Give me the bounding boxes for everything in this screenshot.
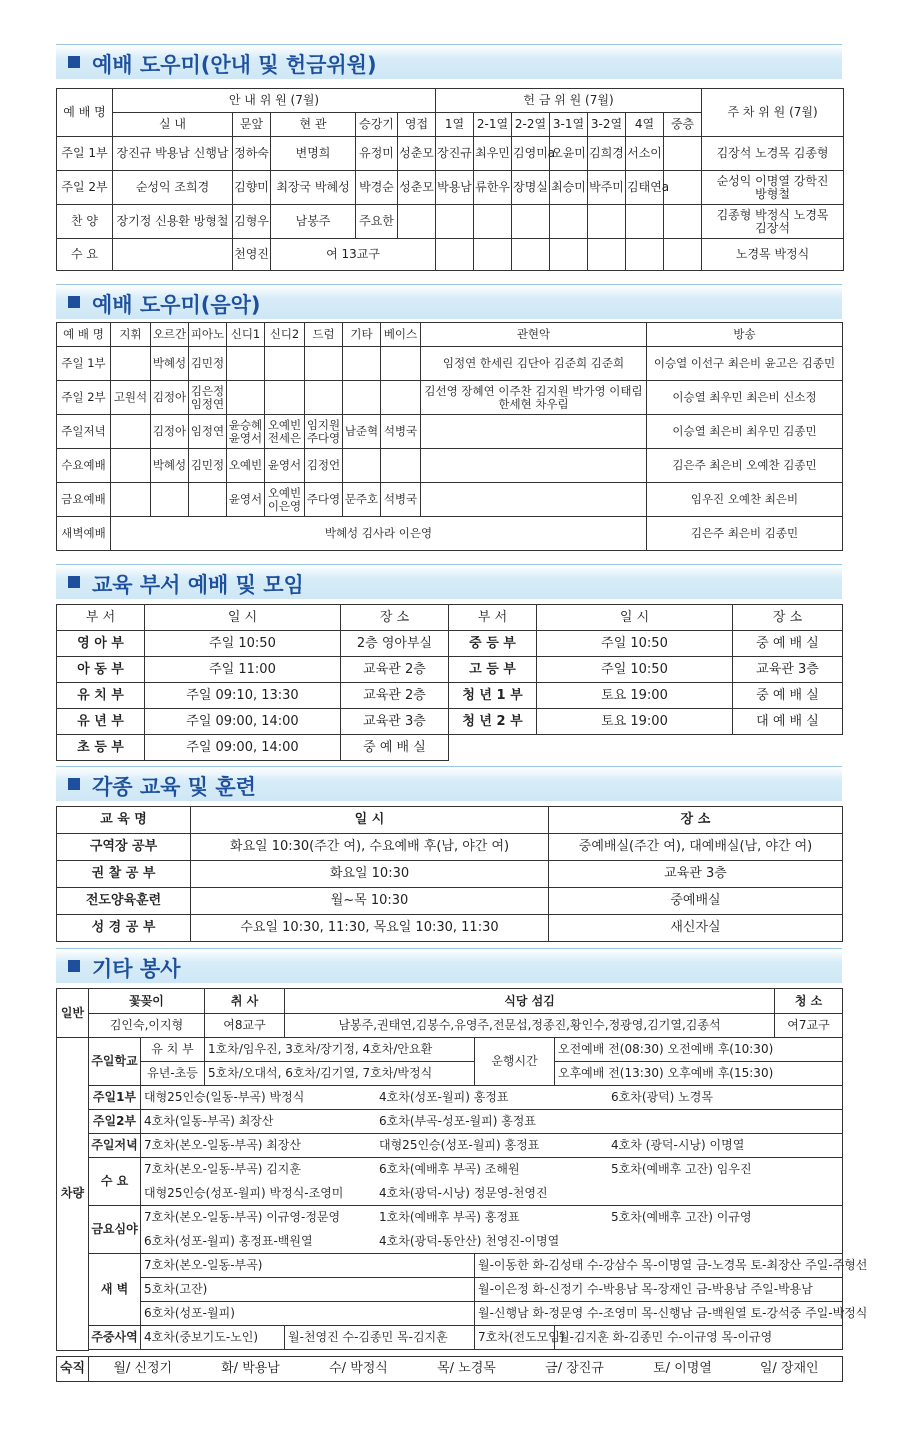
cell: 교육관 2층 <box>341 683 449 709</box>
table-row <box>57 347 843 381</box>
cell <box>343 449 381 483</box>
group-offering: 헌 금 위 원 (7월) <box>436 89 702 113</box>
cell: 남봉주 <box>271 205 356 239</box>
cell <box>664 137 702 171</box>
route: 대형25인승(성포-월피) 박정식-조영미 <box>144 1185 344 1200</box>
cell: 2층 영아부실 <box>341 631 449 657</box>
broadcast-cell: 이승열 최은비 최우민 김종민 <box>647 415 843 449</box>
cell <box>626 239 664 271</box>
cell: 최승미 <box>550 171 588 205</box>
cell <box>265 381 305 415</box>
cell <box>227 381 265 415</box>
parking-cell: 김장석 노경목 김종형 <box>702 137 844 171</box>
table-row <box>57 709 843 735</box>
column-header: 취 사 <box>205 989 285 1014</box>
cell: 주일 10:50 <box>537 657 733 683</box>
column-header: 지휘 <box>111 323 151 347</box>
car: 7호차(본오-일동-부곡) <box>141 1254 475 1278</box>
cell: 김은정 임정연 <box>189 381 227 415</box>
sub-header: 2-2열 <box>512 113 550 137</box>
column-header: 베이스 <box>381 323 421 347</box>
dept-name: 초 등 부 <box>57 735 145 761</box>
col-service: 예 배 명 <box>57 89 113 137</box>
car: 4호차(중보기도-노인) <box>141 1326 285 1350</box>
cell <box>474 239 512 271</box>
cell <box>664 205 702 239</box>
cell: 김영미a <box>512 137 550 171</box>
table-row <box>57 915 843 942</box>
column-header: 교 육 명 <box>57 807 191 834</box>
cell: 중예배실(주간 여), 대예배실(남, 야간 여) <box>549 834 843 861</box>
section-title: 예배 도우미(음악) <box>92 293 261 317</box>
cell: 박경순 <box>356 171 398 205</box>
other-service-table <box>56 988 868 1351</box>
table-row <box>57 483 843 517</box>
days: 월-천영진 수-김종민 목-김지훈 <box>285 1326 475 1350</box>
row-label: 주일 2부 <box>57 171 113 205</box>
cell: 주일 09:10, 13:30 <box>145 683 341 709</box>
op-label: 운행시간 <box>475 1038 555 1086</box>
cell: 오예빈 전세은 <box>265 415 305 449</box>
cell <box>343 381 381 415</box>
column-header: 신디1 <box>227 323 265 347</box>
column-header: 관현악 <box>421 323 647 347</box>
table-row <box>57 137 844 171</box>
cell: 토요 19:00 <box>537 709 733 735</box>
route-row <box>141 1110 843 1134</box>
cell: 김정아 <box>151 415 189 449</box>
column-header: 기타 <box>343 323 381 347</box>
cell: 윤영서 <box>227 483 265 517</box>
route: 4호차 (광덕-시낭) 이명열 <box>611 1138 745 1152</box>
duty-day: 일/ 장재인 <box>737 1357 843 1382</box>
column-header: 청 소 <box>775 989 843 1014</box>
column-header: 장 소 <box>549 807 843 834</box>
row-label: 주일학교 <box>89 1038 141 1086</box>
cell <box>588 239 626 271</box>
cell: 오예빈 <box>227 449 265 483</box>
sub-header: 승강기 <box>356 113 398 137</box>
row-label: 금요예배 <box>57 483 111 517</box>
cell: 주요한 <box>356 205 398 239</box>
row-label: 주일1부 <box>89 1086 141 1110</box>
sub-header: 현 관 <box>271 113 356 137</box>
dept-name: 아 동 부 <box>57 657 145 683</box>
row-label: 수 요 <box>57 239 113 271</box>
cell: 김향미 <box>233 171 271 205</box>
cell <box>111 415 151 449</box>
column-header: 식당 섬김 <box>285 989 775 1014</box>
sub-header: 실 내 <box>113 113 233 137</box>
row-label: 주중사역 <box>89 1326 141 1350</box>
car: 6호차(성포-월피) <box>141 1302 475 1326</box>
cell: 성춘모 <box>398 171 436 205</box>
cell: 김태연a <box>626 171 664 205</box>
table-row <box>57 631 843 657</box>
route: 4호차(광덕-동안산) 천영진-이명열 <box>379 1233 560 1248</box>
cell: 오예빈 이은영 <box>265 483 305 517</box>
cell: 최우민 <box>474 137 512 171</box>
cell: 여7교구 <box>775 1014 843 1038</box>
cell <box>227 347 265 381</box>
sub-header: 3-1열 <box>550 113 588 137</box>
dept-name: 청 년 2 부 <box>449 709 537 735</box>
cell <box>111 449 151 483</box>
table-row <box>57 239 844 271</box>
cell: 박주미 <box>588 171 626 205</box>
training-name: 권 찰 공 부 <box>57 861 191 888</box>
row-label: 새벽예배 <box>57 517 111 551</box>
route: 1호차(예배후 부곡) 홍정표 <box>379 1210 520 1224</box>
route: 7호차(본오-일동-부곡) 최장산 <box>144 1138 301 1152</box>
group-parking: 주 차 위 원 (7월) <box>702 89 844 137</box>
section-header-training <box>56 766 842 801</box>
cell: 박혜성 <box>151 347 189 381</box>
cell: 석병국 <box>381 415 421 449</box>
section-title: 각종 교육 및 훈련 <box>92 775 256 799</box>
cell: 박용남 <box>436 171 474 205</box>
section-header-music-helpers <box>56 284 842 319</box>
cell <box>189 483 227 517</box>
dawn-musicians: 박혜성 김사라 이은영 <box>111 517 647 551</box>
table-row <box>57 171 844 205</box>
cell <box>398 205 436 239</box>
sub-header: 문앞 <box>233 113 271 137</box>
table-row <box>57 517 843 551</box>
cell: 석병국 <box>381 483 421 517</box>
cell: 오후예배 전(13:30) 오후예배 후(15:30) <box>555 1062 843 1086</box>
table-row <box>57 205 844 239</box>
column-header: 드럼 <box>305 323 343 347</box>
cell <box>305 347 343 381</box>
square-bullet-icon <box>68 296 80 308</box>
row-label: 주일저녁 <box>89 1134 141 1158</box>
cell: 주일 10:50 <box>537 631 733 657</box>
orchestra-cell <box>421 449 647 483</box>
row-label: 주일 1부 <box>57 347 111 381</box>
duty-day: 화/ 박용남 <box>197 1357 305 1382</box>
cell: 여 13교구 <box>271 239 436 271</box>
group-guide: 안 내 위 원 (7월) <box>113 89 436 113</box>
general-label: 일반 <box>57 989 89 1038</box>
route-row <box>141 1206 843 1230</box>
section-title: 예배 도우미(안내 및 헌금위원) <box>92 53 377 77</box>
cell: 월~목 10:30 <box>191 888 549 915</box>
column-header: 장 소 <box>341 605 449 631</box>
table-row <box>57 657 843 683</box>
broadcast-cell: 이승열 최우민 최은비 신소정 <box>647 381 843 415</box>
cell: 화요일 10:30(주간 여), 수요예배 후(남, 야간 여) <box>191 834 549 861</box>
square-bullet-icon <box>68 778 80 790</box>
cell <box>436 205 474 239</box>
cell: 1호차/임우진, 3호차/장기정, 4호차/안요환 <box>205 1038 475 1062</box>
route-row <box>141 1182 843 1206</box>
cell: 5호차/오대석, 6호차/김기열, 7호차/박정식 <box>205 1062 475 1086</box>
broadcast-cell: 임우진 오예찬 최은비 <box>647 483 843 517</box>
route: 4호차(일동-부곡) 최장산 <box>144 1114 274 1128</box>
cell: 김민정 <box>189 449 227 483</box>
square-bullet-icon <box>68 960 80 972</box>
cell: 김정언 <box>305 449 343 483</box>
cell <box>111 347 151 381</box>
section-title: 교육 부서 예배 및 모임 <box>92 573 304 597</box>
cell: 고원석 <box>111 381 151 415</box>
cell <box>111 483 151 517</box>
training-name: 성 경 공 부 <box>57 915 191 942</box>
cell <box>343 347 381 381</box>
cell: 천영진 <box>233 239 271 271</box>
cell: 정하숙 <box>233 137 271 171</box>
route: 5호차(예배후 고잔) 이규영 <box>611 1210 752 1224</box>
cell: 수요일 10:30, 11:30, 목요일 10:30, 11:30 <box>191 915 549 942</box>
table-row <box>57 683 843 709</box>
route-row <box>141 1158 843 1182</box>
cell <box>626 205 664 239</box>
section-header-worship-helpers <box>56 44 842 79</box>
row-label: 주일저녁 <box>57 415 111 449</box>
square-bullet-icon <box>68 576 80 588</box>
section-header-other-service <box>56 948 842 983</box>
dept-name: 영 아 부 <box>57 631 145 657</box>
cell: 토요 19:00 <box>537 683 733 709</box>
cell: 화요일 10:30 <box>191 861 549 888</box>
cell <box>550 205 588 239</box>
cell: 장진규 <box>436 137 474 171</box>
cell <box>664 239 702 271</box>
empty-area <box>449 735 843 761</box>
cell <box>381 381 421 415</box>
row-label: 숙직 <box>57 1357 89 1382</box>
orchestra-cell: 임정연 한세린 김단아 김준희 김준희 <box>421 347 647 381</box>
dept-name: 유 치 부 <box>57 683 145 709</box>
cell: 순성익 조희경 <box>113 171 233 205</box>
row-label: 주일 2부 <box>57 381 111 415</box>
cell: 교육관 2층 <box>341 657 449 683</box>
cell: 주일 11:00 <box>145 657 341 683</box>
orchestra-cell: 김선영 장혜연 이주찬 김지원 박가영 이태림 한세현 차우림 <box>421 381 647 415</box>
cell: 주다영 <box>305 483 343 517</box>
table-row <box>57 415 843 449</box>
route-row <box>141 1230 843 1254</box>
cell: 류한우 <box>474 171 512 205</box>
cell <box>474 205 512 239</box>
night-duty-table <box>56 1356 843 1382</box>
cell <box>265 347 305 381</box>
duty-day: 수/ 박정식 <box>305 1357 413 1382</box>
cell: 교육관 3층 <box>341 709 449 735</box>
route: 7호차(본오-일동-부곡) 김지훈 <box>144 1162 301 1176</box>
square-bullet-icon <box>68 56 80 68</box>
orchestra-cell <box>421 483 647 517</box>
route: 5호차(예배후 고잔) 임우진 <box>611 1162 752 1176</box>
row-label: 금요심야 <box>89 1206 141 1254</box>
cell: 중예배실 <box>549 888 843 915</box>
table-row <box>57 1357 843 1382</box>
table-row <box>57 834 843 861</box>
cell: 여8교구 <box>205 1014 285 1038</box>
row-label: 주일2부 <box>89 1110 141 1134</box>
cell <box>151 483 189 517</box>
route: 7호차(본오-일동-부곡) 이규영-정문영 <box>144 1210 341 1224</box>
column-header: 꽃꽂이 <box>89 989 205 1014</box>
row-label: 새 벽 <box>89 1254 141 1326</box>
cell: 임정연 <box>189 415 227 449</box>
days: 월-김지훈 화-김종민 수-이규영 목-이규영 <box>555 1326 843 1350</box>
days: 월-신행남 화-정문영 수-조영미 목-신행남 금-백원열 토-강석중 주일-박정식 <box>475 1302 843 1326</box>
cell: 유정미 <box>356 137 398 171</box>
cell <box>113 239 233 271</box>
route: 4호차(성포-월피) 홍정표 <box>379 1090 509 1104</box>
sub-header: 중층 <box>664 113 702 137</box>
cell: 김정아 <box>151 381 189 415</box>
cell: 최장국 박혜성 <box>271 171 356 205</box>
cell <box>381 449 421 483</box>
column-header: 예 배 명 <box>57 323 111 347</box>
sub-header: 1열 <box>436 113 474 137</box>
broadcast-cell: 김은주 최은비 오예찬 김종민 <box>647 449 843 483</box>
duty-day: 토/ 이명열 <box>629 1357 737 1382</box>
cell: 주일 09:00, 14:00 <box>145 709 341 735</box>
column-header: 신디2 <box>265 323 305 347</box>
sub-header: 영접 <box>398 113 436 137</box>
parking-cell: 노경목 박정식 <box>702 239 844 271</box>
dept-name: 유 년 부 <box>57 709 145 735</box>
cell: 대 예 배 실 <box>733 709 843 735</box>
music-table <box>56 322 843 551</box>
table-row <box>57 888 843 915</box>
route: 6호차(예배후 부곡) 조해원 <box>379 1162 520 1176</box>
vehicle-label: 차량 <box>57 1038 89 1351</box>
sub-header: 4열 <box>626 113 664 137</box>
training-name: 구역장 공부 <box>57 834 191 861</box>
column-header: 피아노 <box>189 323 227 347</box>
cell <box>550 239 588 271</box>
dept-name: 고 등 부 <box>449 657 537 683</box>
row-label: 수요예배 <box>57 449 111 483</box>
cell: 오윤미 <box>550 137 588 171</box>
days: 월-이동한 화-김성태 수-강삼수 목-이명열 금-노경목 토-최장산 주일-주형선 <box>475 1254 843 1278</box>
cell: 성춘모 <box>398 137 436 171</box>
cell: 중 예 배 실 <box>733 631 843 657</box>
cell: 새신자실 <box>549 915 843 942</box>
column-header: 부 서 <box>449 605 537 631</box>
route: 6호차(부곡-성포-월피) 홍정표 <box>379 1114 536 1128</box>
cell: 서소이 <box>626 137 664 171</box>
cell <box>381 347 421 381</box>
column-header: 오르간 <box>151 323 189 347</box>
cell: 장명실 <box>512 171 550 205</box>
parking-cell: 순성익 이명열 강학진 방형철 <box>702 171 844 205</box>
column-header: 부 서 <box>57 605 145 631</box>
route: 대형25인승(일동-부곡) 박정식 <box>144 1090 305 1104</box>
table-row <box>57 381 843 415</box>
table-row <box>57 861 843 888</box>
cell: 김민정 <box>189 347 227 381</box>
cell: 문주호 <box>343 483 381 517</box>
cell: 교육관 3층 <box>549 861 843 888</box>
car: 7호차(전도모임) <box>475 1326 555 1350</box>
column-header: 일 시 <box>537 605 733 631</box>
broadcast-cell: 김은주 최은비 김종민 <box>647 517 843 551</box>
broadcast-cell: 이승열 이선구 최은비 윤고은 김종민 <box>647 347 843 381</box>
route: 6호차(광덕) 노경목 <box>611 1090 713 1104</box>
orchestra-cell <box>421 415 647 449</box>
route: 6호차(성포-월피) 홍정표-백원열 <box>144 1233 313 1248</box>
cell: 주일 10:50 <box>145 631 341 657</box>
column-header: 장 소 <box>733 605 843 631</box>
cell: 주일 09:00, 14:00 <box>145 735 341 761</box>
cell <box>664 171 702 205</box>
cell: 중 예 배 실 <box>341 735 449 761</box>
cell: 교육관 3층 <box>733 657 843 683</box>
column-header: 일 시 <box>145 605 341 631</box>
cell: 김형우 <box>233 205 271 239</box>
row-label: 찬 양 <box>57 205 113 239</box>
education-dept-table <box>56 604 843 761</box>
training-table <box>56 806 843 942</box>
training-name: 전도양육훈련 <box>57 888 191 915</box>
cell: 윤승혜 윤영서 <box>227 415 265 449</box>
cell <box>305 381 343 415</box>
cell: 장진규 박용남 신행남 <box>113 137 233 171</box>
sub-header: 2-1열 <box>474 113 512 137</box>
duty-day: 목/ 노경목 <box>413 1357 521 1382</box>
column-header: 일 시 <box>191 807 549 834</box>
cell: 변명희 <box>271 137 356 171</box>
cell: 중 예 배 실 <box>733 683 843 709</box>
guide-offering-table <box>56 88 844 271</box>
dept-name: 청 년 1 부 <box>449 683 537 709</box>
cell: 오전예배 전(08:30) 오전예배 후(10:30) <box>555 1038 843 1062</box>
section-title: 기타 봉사 <box>92 957 181 981</box>
row-label: 수 요 <box>89 1158 141 1206</box>
cell <box>588 205 626 239</box>
route-row <box>141 1086 843 1110</box>
days: 월-이은정 화-신정기 수-박용남 목-장재인 금-박용남 주일-박용남 <box>475 1278 843 1302</box>
row-label: 주일 1부 <box>57 137 113 171</box>
duty-day: 월/ 신정기 <box>89 1357 197 1382</box>
car: 5호차(고잔) <box>141 1278 475 1302</box>
table-row <box>57 735 843 761</box>
route: 대형25인승(성포-월피) 홍정표 <box>379 1138 540 1152</box>
cell <box>512 239 550 271</box>
dept-name: 유년-초등 <box>141 1062 205 1086</box>
cell: 윤영서 <box>265 449 305 483</box>
parking-cell: 김종형 박정식 노경목 김장석 <box>702 205 844 239</box>
route: 4호차(광덕-시낭) 정문영-천영진 <box>379 1185 548 1200</box>
cell: 박혜성 <box>151 449 189 483</box>
sub-header: 3-2열 <box>588 113 626 137</box>
cell <box>512 205 550 239</box>
column-header: 방송 <box>647 323 843 347</box>
cell: 남준혁 <box>343 415 381 449</box>
section-header-education-depts <box>56 564 842 599</box>
cell <box>436 239 474 271</box>
table-row <box>57 449 843 483</box>
dept-name: 중 등 부 <box>449 631 537 657</box>
duty-day: 금/ 장진규 <box>521 1357 629 1382</box>
cell: 남봉주,권태연,김봉수,유영주,전문섭,정종진,황인수,정광영,김기열,김종석 <box>285 1014 775 1038</box>
dept-name: 유 치 부 <box>141 1038 205 1062</box>
cell: 김희경 <box>588 137 626 171</box>
cell: 장기정 신용환 방형철 <box>113 205 233 239</box>
route-row <box>141 1134 843 1158</box>
cell: 임지원 주다영 <box>305 415 343 449</box>
cell: 김인숙,이지형 <box>89 1014 205 1038</box>
